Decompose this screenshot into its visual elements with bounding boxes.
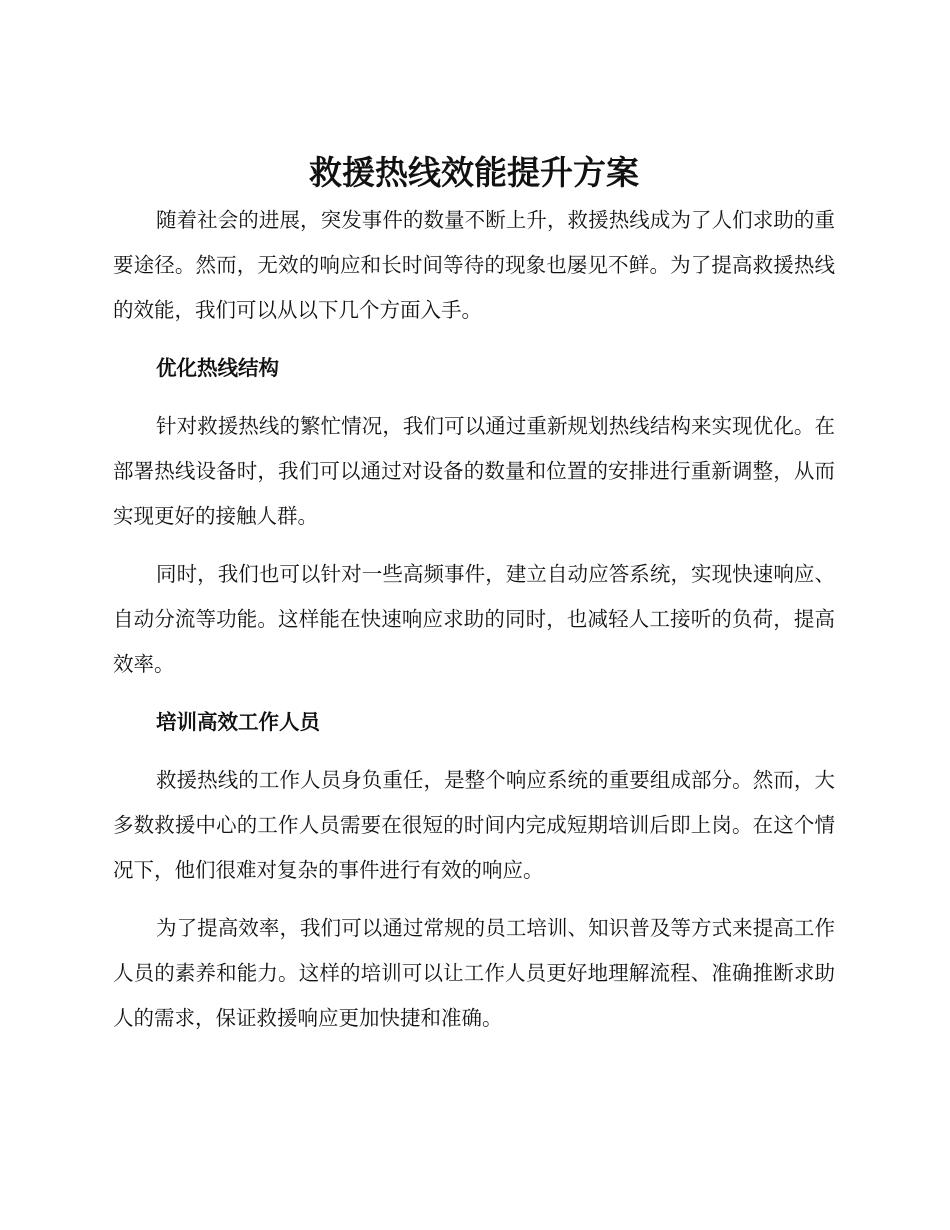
section-paragraph: 针对救援热线的繁忙情况，我们可以通过重新规划热线结构来实现优化。在部署热线设备时，我们可以通过对设备的数量和位置的安排进行重新调整，从而实现更好的接触人群。 [113,414,835,528]
section-paragraph: 救援热线的工作人员身负重任，是整个响应系统的重要组成部分。然而，大多数救援中心的工作人员需要在很短的时间内完成短期培训后即上岗。在这个情况下，他们很难对复杂的事件进行有效的响应。 [113,768,835,882]
section-heading: 优化热线结构 [156,356,279,380]
section-paragraph: 同时，我们也可以针对一些高频事件，建立自动应答系统，实现快速响应、自动分流等功能。这样能在快速响应求助的同时，也减轻人工接听的负荷，提高效率。 [113,562,835,676]
intro-paragraph: 随着社会的进展，突发事件的数量不断上升，救援热线成为了人们求助的重要途径。然而，无效的响应和长时间等待的现象也屡见不鲜。为了提高救援热线的效能，我们可以从以下几个方面入手。 [113,208,835,322]
section-paragraph: 为了提高效率，我们可以通过常规的员工培训、知识普及等方式来提高工作人员的素养和能力。这样的培训可以让工作人员更好地理解流程、准确推断求助人的需求，保证救援响应更加快捷和准确。 [113,916,835,1030]
section-optimize-hotline [113,346,835,687]
document-page [113,148,835,1041]
section-train-staff [113,700,835,1041]
document-title: 救援热线效能提升方案 [309,153,639,192]
section-heading: 培训高效工作人员 [156,710,320,734]
